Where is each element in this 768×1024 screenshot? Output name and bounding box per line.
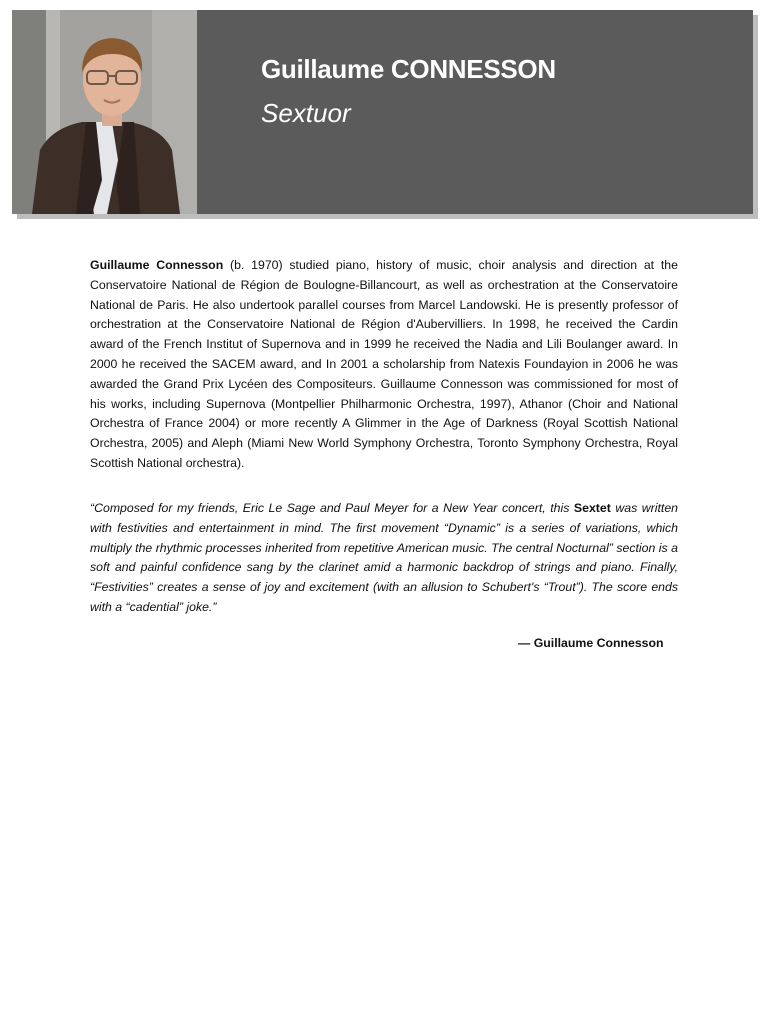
quote-text-after: was written with festivities and entertainment in mind. The first movement “Dynamic” is a series of variations, which multiply the rhythmic processes inherited from repetitive American music. The central Nocturnal” section is a soft and painful confidence sang by the clarinet amid a harmonic backdrop of strings and piano. Finally, “Festivities” creates a sense of joy and excitement (with an allusion to Schubert's “Trout”). The score ends with a “cadential” joke.”: [90, 501, 678, 614]
bio-text: (b. 1970) studied piano, history of music, choir analysis and direction at the Conservatoire National de Région de Boulogne-Billancourt, as well as orchestration at the Conservatoire National de Paris. He also undertook parallel courses from Marcel Landowski. He is presently professor of orchestration at the Conservatoire National de Région d'Aubervilliers. In 1998, he received the Cardin award of the French Institut of Supernova and in 1999 he received the Nadia and Lili Boulanger award. In 2000 he received the SACEM award, and In 2001 a scholarship from Natexis Foundayion in 2006 he was awarded the Grand Prix Lycéen des Compositeurs. Guillaume Connesson was commissioned for most of his works, including Supernova (Montpellier Philharmonic Orchestra, 1997), Athanor (Choir and National Orchestra of France 2004) or more recently A Glimmer in the Age of Darkness (Royal Scottish National Orchestra, 2005) and Aleph (Miami New World Symphony Orchestra, Toronto Symphony Orchestra, Royal Scottish National orchestra).: [90, 258, 678, 470]
program-note-quote: [90, 499, 678, 618]
composer-photo: [12, 10, 197, 214]
work-title: Sextuor: [261, 98, 351, 128]
composer-name: Guillaume CONNESSON: [261, 54, 556, 84]
header-banner: [12, 10, 753, 214]
quote-attribution: — Guillaume Connesson: [518, 636, 664, 650]
bio-composer-name: Guillaume Connesson: [90, 258, 224, 272]
quote-bold-word: Sextet: [573, 501, 611, 515]
quote-text-before: “Composed for my friends, Eric Le Sage and Paul Meyer for a New Year concert, this: [90, 501, 574, 515]
biography-paragraph: [90, 256, 678, 474]
